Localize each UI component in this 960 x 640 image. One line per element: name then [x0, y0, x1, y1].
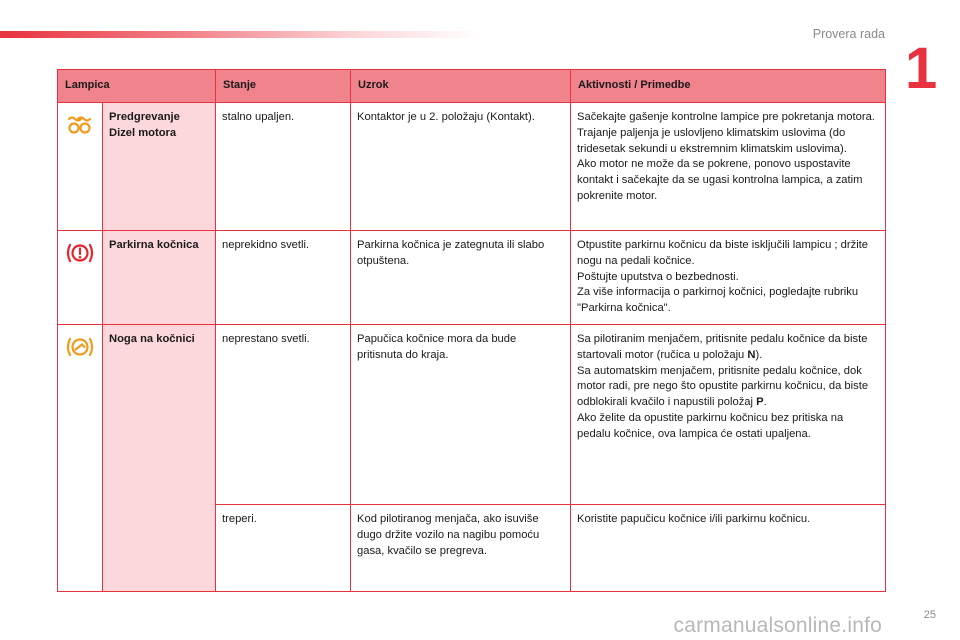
lamp-action	[571, 325, 886, 505]
row-icon-cell	[58, 231, 103, 325]
action-text: ).	[755, 348, 763, 361]
column-header-uzrok: Uzrok	[351, 70, 571, 103]
foot-on-brake-icon	[65, 335, 95, 359]
glow-plug-icon	[65, 113, 95, 137]
section-title: Provera rada	[812, 27, 885, 41]
table-row	[58, 231, 886, 325]
gear-position-p: P	[756, 396, 764, 409]
column-header-lampica: Lampica	[58, 70, 216, 103]
header-accent-bar	[0, 31, 480, 38]
row-icon-cell	[58, 103, 103, 231]
lamp-state: treperi.	[216, 505, 351, 592]
action-text: Sa automatskim menjačem, pritisnite pedalu kočnice, dok motor radi, pre nego što opustite parkirnu kočnicu, da biste odblokirali kvačilo i napustili položaj	[577, 364, 869, 409]
column-header-stanje: Stanje	[216, 70, 351, 103]
action-text: Sa pilotiranim menjačem, pritisnite pedalu kočnice da biste startovali motor (ručica u položaju	[577, 333, 868, 361]
lamp-action: Otpustite parkirnu kočnicu da biste isključili lampicu ; držite nogu na pedali kočnice. Poštujte uputstva o bezbednosti. Za više informacija o parkirnoj kočnici, pogledajte rubriku "Parkirna kočnica".	[571, 231, 886, 325]
gear-position-n: N	[747, 348, 756, 361]
lamp-state: neprestano svetli.	[216, 325, 351, 505]
lamp-action: Sačekajte gašenje kontrolne lampice pre pokretanja motora. Trajanje paljenja je uslovljeno klimatskim uslovima (do tridesetak sekundi u ekstremnim klimatskim uslovima). Ako motor ne može da se pokrene, ponovo uspostavite kontakt i sačekajte da se ugasi kontrolna lampica, a zatim pokrenite motor.	[571, 103, 886, 231]
table-header-row	[58, 70, 886, 103]
column-header-aktivnosti: Aktivnosti / Primedbe	[571, 70, 886, 103]
warning-lamp-table	[57, 69, 886, 592]
lamp-state: stalno upaljen.	[216, 103, 351, 231]
lamp-name: Noga na kočnici	[103, 325, 216, 592]
lamp-state: neprekidno svetli.	[216, 231, 351, 325]
page-number: 25	[923, 609, 936, 621]
table-row	[58, 103, 886, 231]
row-icon-cell	[58, 325, 103, 592]
table-row	[58, 325, 886, 505]
lamp-name: Predgrevanje Dizel motora	[103, 103, 216, 231]
lamp-action: Koristite papučicu kočnice i/ili parkirnu kočnicu.	[571, 505, 886, 592]
lamp-cause: Kontaktor je u 2. položaju (Kontakt).	[351, 103, 571, 231]
lamp-cause: Parkirna kočnica je zategnuta ili slabo otpuštena.	[351, 231, 571, 325]
watermark: carmanualsonline.info	[673, 614, 882, 637]
action-text: .	[763, 396, 767, 409]
parking-brake-icon	[65, 241, 95, 265]
action-text: Ako želite da opustite parkirnu kočnicu bez pritiska na pedalu kočnice, ova lampica će ostati upaljena.	[577, 411, 844, 440]
lamp-cause: Kod pilotiranog menjača, ako isuviše dugo držite vozilo na nagibu pomoću gasa, kvačilo se pregreva.	[351, 505, 571, 592]
lamp-cause: Papučica kočnice mora da bude pritisnuta do kraja.	[351, 325, 571, 505]
lamp-name: Parkirna kočnica	[103, 231, 216, 325]
chapter-number: 1	[905, 36, 938, 101]
